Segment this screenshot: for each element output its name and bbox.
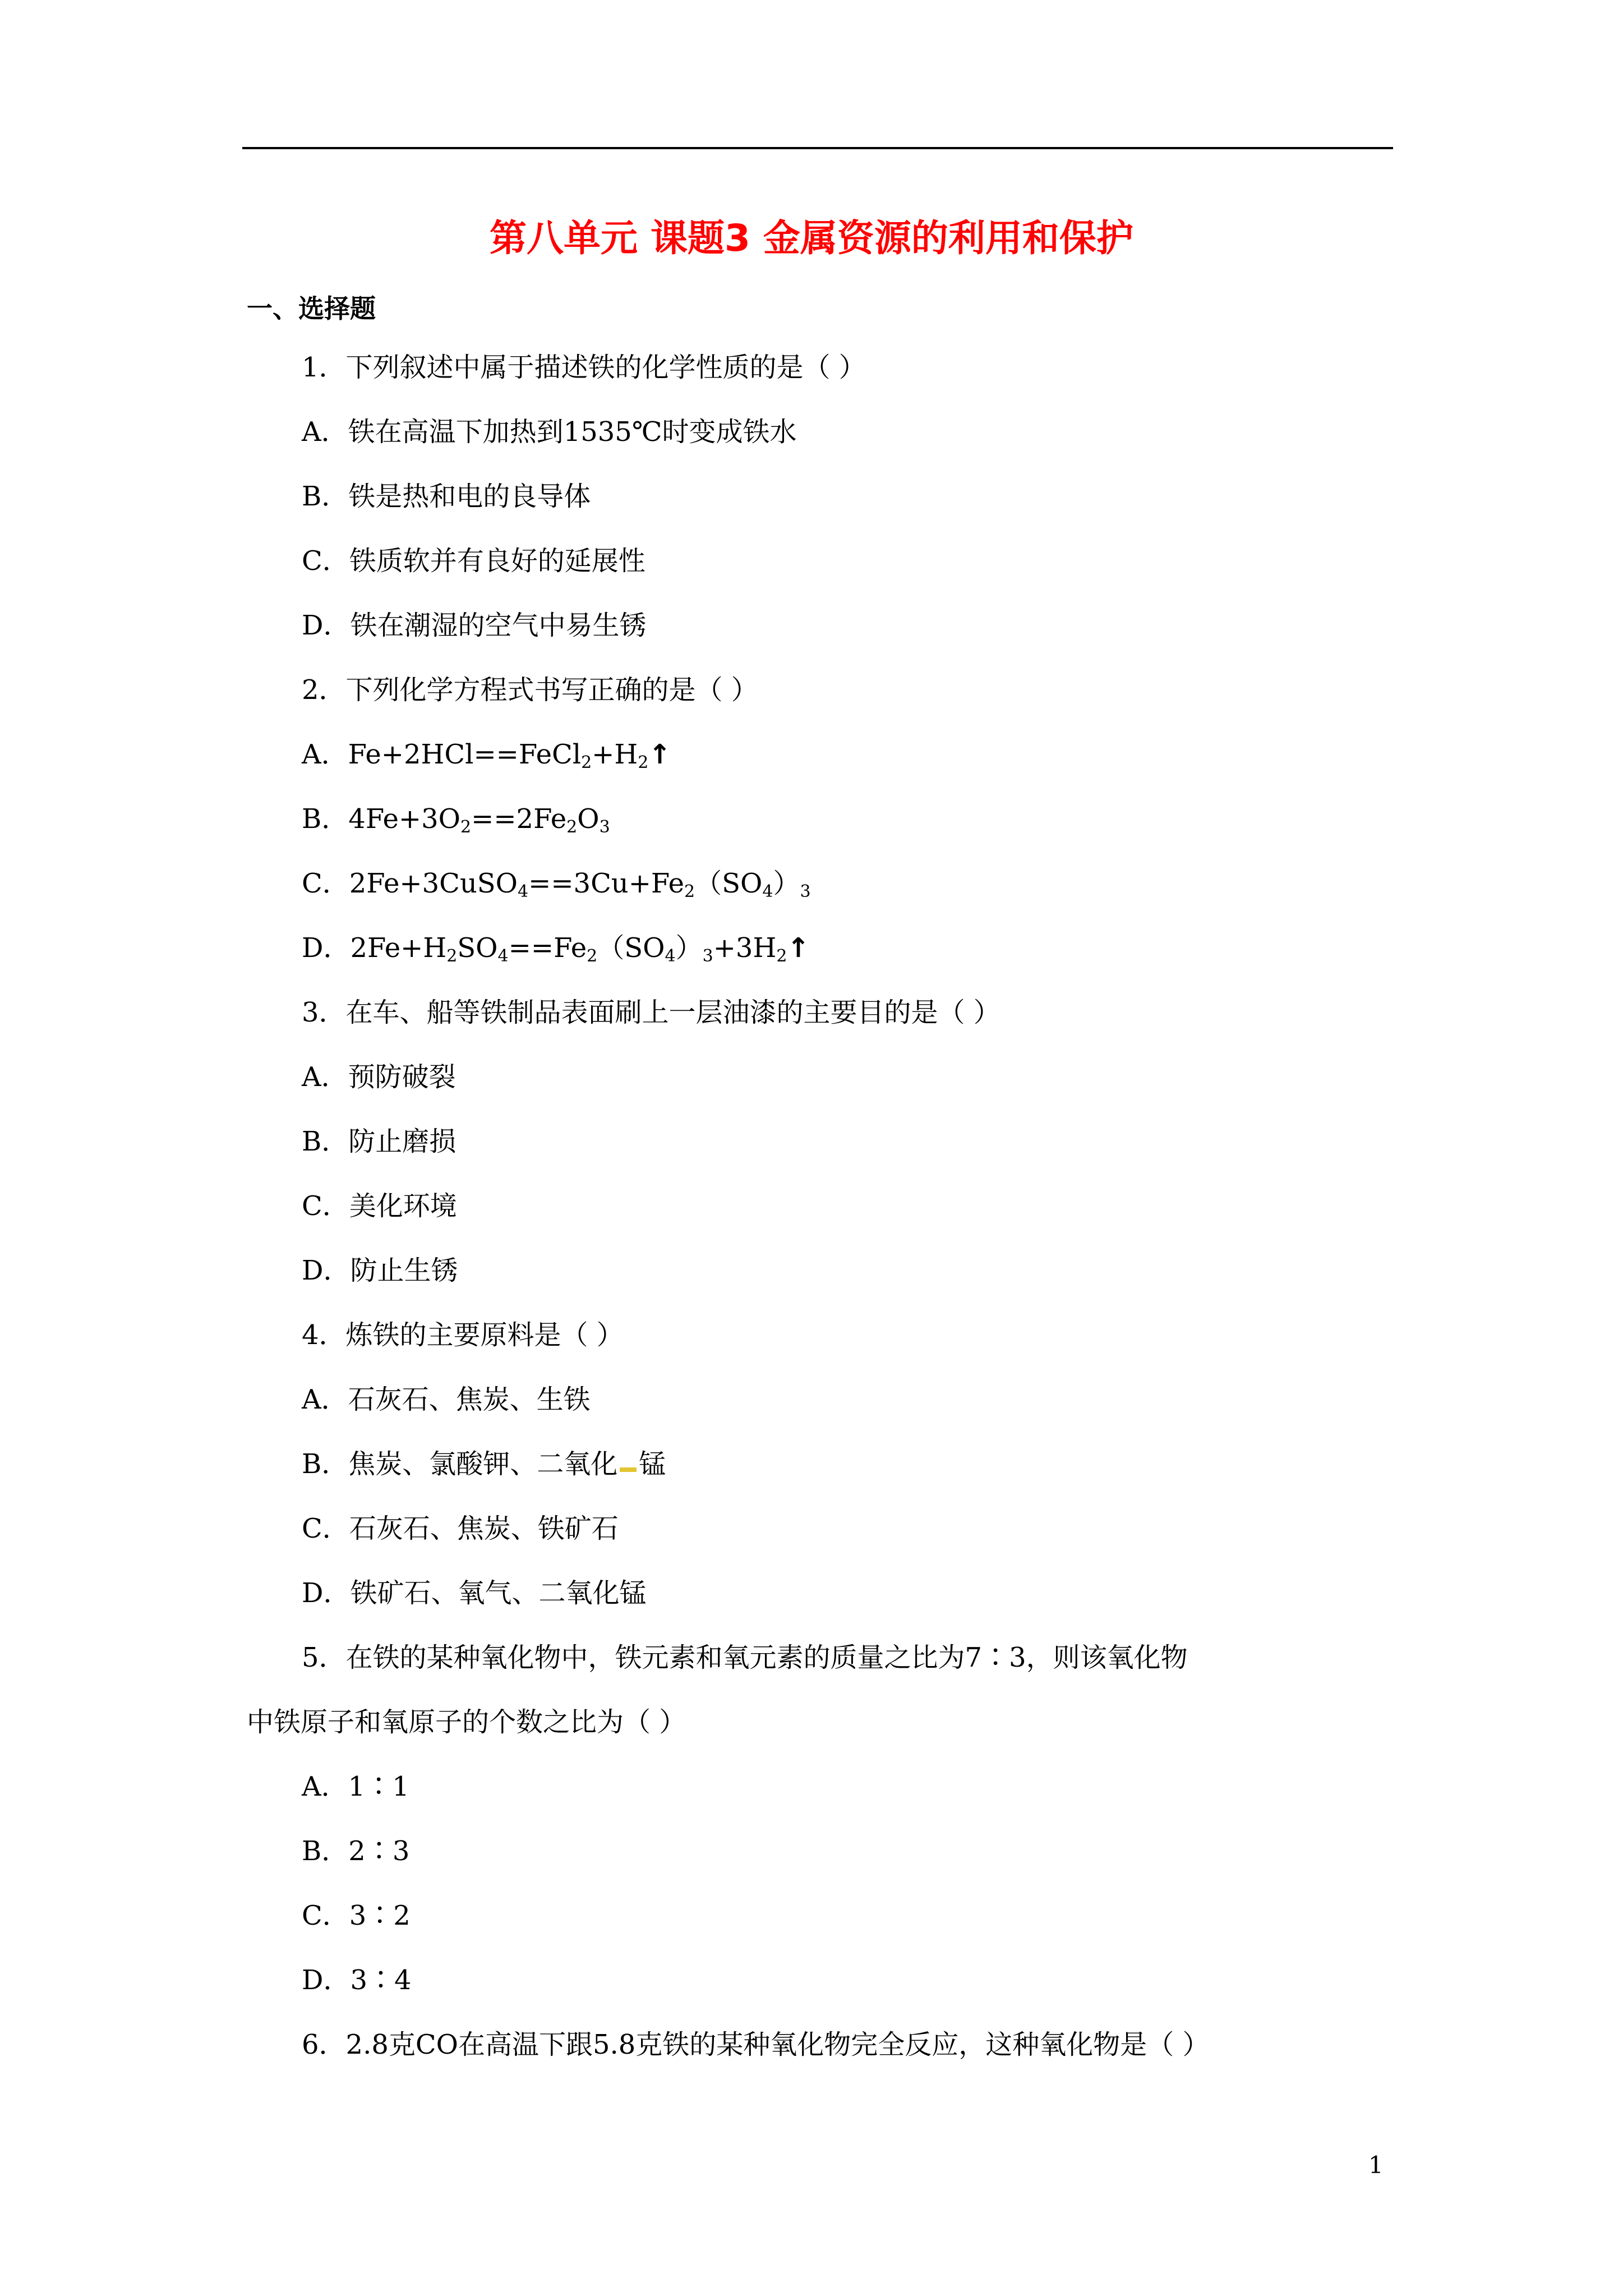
- page-title: 第八单元 课题3 金属资源的利用和保护: [490, 217, 1133, 260]
- question-1-option-d: D．铁在潮湿的空气中易生锈: [302, 610, 647, 641]
- question-4-stem: 4．炼铁的主要原料是（ ）: [302, 1319, 624, 1351]
- question-1-option-b: B．铁是热和电的良导体: [302, 481, 591, 512]
- question-3-stem: 3．在车、船等铁制品表面刷上一层油漆的主要目的是（ ）: [302, 997, 1000, 1028]
- question-3-option-d: D．防止生锈: [302, 1255, 458, 1286]
- question-4-option-a: A．石灰石、焦炭、生铁: [302, 1384, 591, 1415]
- question-4-option-d: D．铁矿石、氧气、二氧化锰: [302, 1577, 647, 1609]
- question-2-option-d: D．$2Fe+H_2SO_4==Fe_2(SO_4)_3+3H_2↑$: [302, 932, 810, 966]
- question-4-option-c: C．石灰石、焦炭、铁矿石: [302, 1513, 619, 1544]
- up-arrow-icon: ↑: [648, 739, 671, 770]
- up-arrow-icon: ↑: [787, 932, 810, 964]
- question-5-option-c: C．3∶2: [302, 1900, 411, 1931]
- question-5-option-a: A．1∶1: [302, 1771, 409, 1802]
- question-1-option-c: C．铁质软并有良好的延展性: [302, 545, 645, 577]
- question-3-option-b: B．防止磨损: [302, 1126, 457, 1157]
- question-3-option-a: A．预防破裂: [302, 1061, 456, 1093]
- section-heading: 一、选择题: [247, 293, 376, 324]
- page-number: 1: [1368, 2151, 1384, 2179]
- question-6-stem: 6．2.8克CO在高温下跟5.8克铁的某种氧化物完全反应，这种氧化物是（ ）: [302, 2029, 1210, 2060]
- question-1-stem: 1．下列叙述中属于描述铁的化学性质的是（ ）: [302, 352, 866, 383]
- question-5-option-b: B．2∶3: [302, 1835, 410, 1867]
- question-2-stem: 2．下列化学方程式书写正确的是（ ）: [302, 674, 758, 706]
- highlight-mark: [620, 1467, 637, 1472]
- question-5-stem: 5．在铁的某种氧化物中，铁元素和氧元素的质量之比为7∶3，则该氧化物: [302, 1642, 1188, 1673]
- question-5-stem-continued: 中铁原子和氧原子的个数之比为（ ）: [247, 1706, 686, 1738]
- question-5-option-d: D．3∶4: [302, 1964, 412, 1996]
- question-2-option-c: C．$2Fe+3CuSO_4==3Cu+Fe_2(SO_4)_3$: [302, 868, 811, 901]
- question-2-option-b: B．$4Fe+3O_2==2Fe_2O_3$: [302, 803, 610, 837]
- question-3-option-c: C．美化环境: [302, 1190, 457, 1222]
- question-2-option-a: A．$Fe+2HCl==FeCl_2+H_2↑$: [302, 739, 671, 772]
- header-rule: [242, 147, 1393, 149]
- question-1-option-a: A．铁在高温下加热到1535℃时变成铁水: [302, 416, 797, 448]
- question-4-option-b: B．焦炭、氯酸钾、二氧化 锰: [302, 1448, 666, 1480]
